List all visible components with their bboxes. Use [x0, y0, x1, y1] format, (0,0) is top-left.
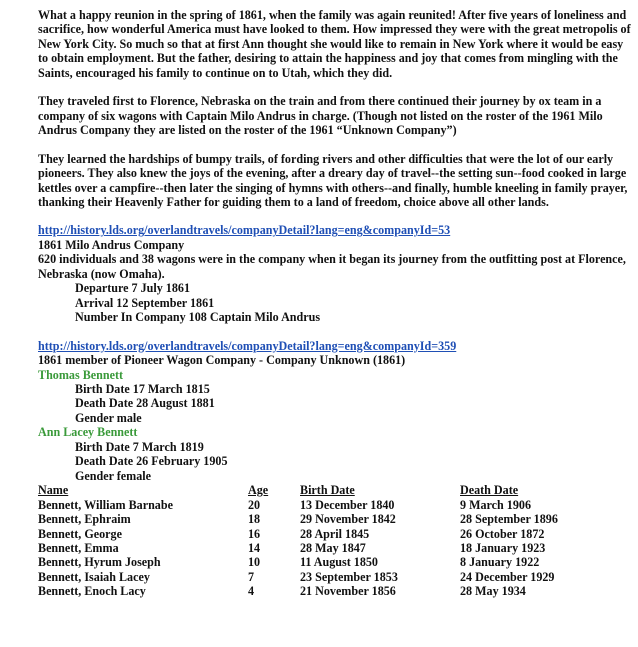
children-table	[38, 483, 630, 599]
cell-death: 26 October 1872	[460, 526, 545, 541]
table-row	[38, 498, 630, 512]
cell-birth: 13 December 1840	[300, 497, 395, 512]
company-2-link[interactable]: http://history.lds.org/overlandtravels/companyDetail?lang=eng&companyId=359	[38, 338, 457, 353]
cell-birth: 29 November 1842	[300, 512, 396, 527]
table-row	[38, 570, 630, 584]
person-birth-ann: Birth Date 7 March 1819	[75, 439, 204, 454]
cell-age: 14	[248, 540, 261, 555]
cell-death: 18 January 1923	[460, 540, 546, 555]
person-birth-thomas: Birth Date 17 March 1815	[75, 381, 210, 396]
cell-name: Bennett, Hyrum Joseph	[38, 555, 161, 570]
children-table-body	[38, 498, 630, 599]
header-birth-date: Birth Date	[300, 483, 355, 498]
company-1-title: 1861 Milo Andrus Company	[38, 237, 185, 252]
cell-death: 9 March 1906	[460, 497, 531, 512]
cell-name: Bennett, William Barnabe	[38, 497, 173, 512]
company-2-section	[38, 339, 634, 484]
person-name-thomas: Thomas Bennett	[38, 367, 123, 382]
paragraph-travel: They traveled first to Florence, Nebraska on the train and from there continued their journey by ox team in a company of six wagons with Captain Milo Andrus in charge. (Though not listed on the roster of the 1961 Milo Andrus Company they are listed on the roster of the 1961 “Unknown Company”)	[38, 94, 603, 138]
header-name: Name	[38, 483, 69, 498]
company-1-description: 620 individuals and 38 wagons were in the company when it began its journey from the outfitting post at Florence, Nebraska (now Omaha).	[38, 252, 626, 281]
company-1-departure: Departure 7 July 1861	[75, 281, 190, 296]
company-1-link[interactable]: http://history.lds.org/overlandtravels/companyDetail?lang=eng&companyId=53	[38, 223, 451, 238]
cell-age: 7	[248, 569, 255, 584]
person-death-ann: Death Date 26 February 1905	[75, 454, 228, 469]
document-page	[38, 8, 634, 599]
cell-age: 4	[248, 584, 255, 599]
person-name-ann: Ann Lacey Bennett	[38, 425, 138, 440]
cell-death: 28 September 1896	[460, 512, 558, 527]
person-gender-thomas: Gender male	[75, 410, 142, 425]
person-gender-ann: Gender female	[75, 468, 152, 483]
cell-birth: 11 August 1850	[300, 555, 378, 570]
cell-birth: 28 May 1847	[300, 540, 366, 555]
cell-age: 20	[248, 497, 261, 512]
table-row	[38, 555, 630, 569]
table-row	[38, 512, 630, 526]
table-row	[38, 541, 630, 555]
cell-name: Bennett, Isaiah Lacey	[38, 569, 150, 584]
cell-birth: 21 November 1856	[300, 584, 396, 599]
person-death-thomas: Death Date 28 August 1881	[75, 396, 215, 411]
company-1-number: Number In Company 108 Captain Milo Andrus	[75, 310, 321, 325]
cell-death: 8 January 1922	[460, 555, 540, 570]
company-1-section	[38, 223, 634, 324]
cell-name: Bennett, George	[38, 526, 122, 541]
cell-birth: 23 September 1853	[300, 569, 398, 584]
company-1-arrival: Arrival 12 September 1861	[75, 295, 215, 310]
company-2-title: 1861 member of Pioneer Wagon Company - Company Unknown (1861)	[38, 353, 406, 368]
header-death-date: Death Date	[460, 483, 519, 498]
header-age: Age	[248, 483, 269, 498]
cell-age: 16	[248, 526, 261, 541]
cell-name: Bennett, Enoch Lacy	[38, 584, 146, 599]
cell-age: 18	[248, 512, 261, 527]
cell-name: Bennett, Ephraim	[38, 512, 131, 527]
paragraph-reunion: What a happy reunion in the spring of 1861, when the family was again reunited! After five years of loneliness and sacrifice, how wonderful America must have looked to them. How impressed they were with the great metropolis of New York City. So much so that at first Ann thought she would like to remain in New York where it would be easy to obtain employment. But the father, desiring to attain the happiness and joy that comes from mingling with the Saints, encouraged his family to continue on to Utah, which they did.	[38, 8, 631, 80]
cell-birth: 28 April 1845	[300, 526, 370, 541]
cell-death: 24 December 1929	[460, 569, 555, 584]
paragraph-hardships: They learned the hardships of bumpy trails, of fording rivers and other difficulties that were the lot of our early pioneers. They also knew the joys of the evening, after a dreary day of travel--the setting sun--food cooked in large kettles over a campfire--then later the singing of hymns with others--and finally, humble kneeling in family prayer, thanking their Heavenly Father for guiding them to a land of freedom, choice above all other lands.	[38, 151, 628, 209]
table-header-row	[38, 483, 630, 497]
cell-name: Bennett, Emma	[38, 540, 119, 555]
cell-death: 28 May 1934	[460, 584, 526, 599]
table-row	[38, 584, 630, 598]
table-row	[38, 527, 630, 541]
cell-age: 10	[248, 555, 261, 570]
